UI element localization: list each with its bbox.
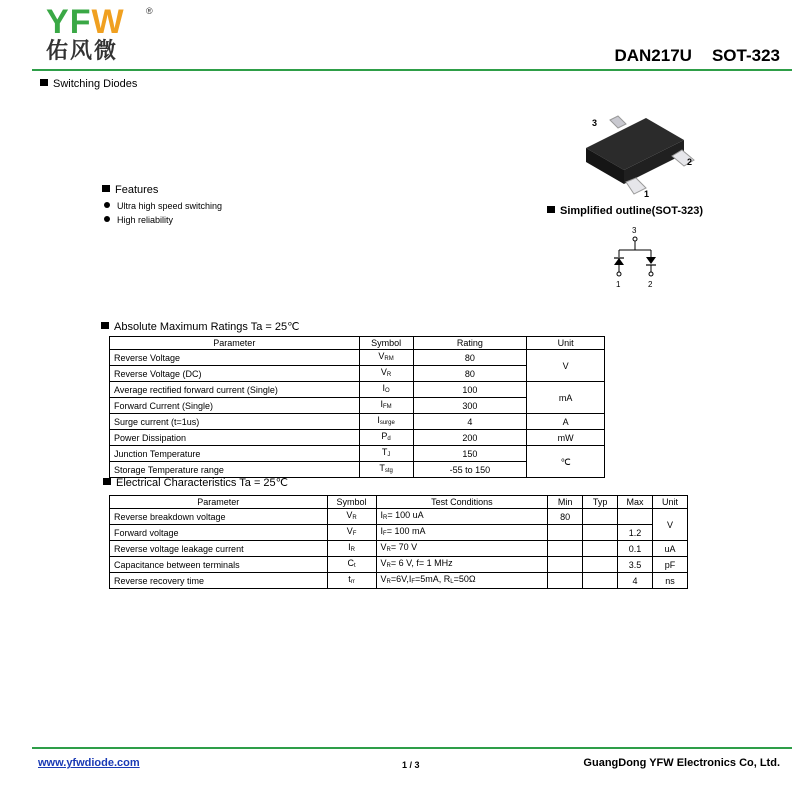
table-row: Reverse breakdown voltage $V_R$ $I_R= 100$ uA 80 V	[110, 509, 688, 525]
package-image	[580, 110, 700, 202]
header-rule	[32, 69, 792, 71]
bullet-dot-icon	[104, 216, 110, 222]
outline-schematic	[604, 224, 664, 292]
bullet-square-icon	[547, 206, 555, 213]
package-name: SOT-323	[711, 46, 780, 65]
footer-rule	[32, 747, 792, 749]
table-row: Average rectified forward current (Single) $I_O$ 100 mA	[110, 382, 605, 398]
logo-letter-f: F	[69, 3, 92, 41]
abs-max-title: Absolute Maximum Ratings Ta = 25℃	[101, 320, 300, 333]
outline-pin-3: 3	[632, 226, 637, 235]
brand-logo	[46, 4, 125, 40]
abs-max-table	[109, 336, 605, 478]
terminal-3-icon	[633, 237, 637, 241]
table-header-row: Parameter Symbol Test Conditions Min Typ Max Unit	[110, 496, 688, 509]
logo-letter-y: Y	[46, 3, 70, 41]
table-row: Capacitance between terminals $C_t$ $V_R= 6$ V, f= 1 MHz 3.5 pF	[110, 557, 688, 573]
pin-3-lead	[610, 116, 626, 128]
table-row: Reverse voltage leakage current $I_R$ $V_R= 70$ V 0.1 uA	[110, 541, 688, 557]
outline-pin-1: 1	[616, 280, 621, 289]
outline-pin-2: 2	[648, 280, 653, 289]
elec-title: Electrical Characteristics Ta = 25℃	[103, 476, 288, 489]
outline-title: Simplified outline(SOT-323)	[547, 205, 703, 217]
table-row: Forward voltage $V_F$ $I_F= 100$ mA 1.2	[110, 525, 688, 541]
table-row: Reverse recovery time $t_{rr}$ $V_R=6V,I_F=5mA$, $R_L=50\Omega$ 4 ns	[110, 573, 688, 589]
pkg-pin-label-2: 2	[687, 157, 693, 167]
feature-item: High reliability	[104, 215, 173, 225]
website-link[interactable]: www.yfwdiode.com	[38, 757, 140, 769]
table-header-row: Parameter Symbol Rating Unit	[110, 337, 605, 350]
terminal-1-icon	[617, 272, 621, 276]
part-number: DAN217U	[614, 46, 692, 65]
bullet-dot-icon	[104, 202, 110, 208]
feature-item: Ultra high speed switching	[104, 201, 222, 211]
table-row: Forward Current (Single) $I_{FM}$ 300	[110, 398, 605, 414]
page-number: 1 / 3	[402, 760, 420, 770]
features-title: Features	[102, 184, 158, 196]
bullet-square-icon	[102, 185, 110, 192]
section-title: Switching Diodes	[40, 78, 137, 90]
logo-chinese-name: 佑风微	[46, 39, 119, 64]
table-row: Reverse Voltage $V_{RM}$ 80 V	[110, 350, 605, 366]
table-row: Storage Temperature range $T_{stg}$ -55 to 150	[110, 462, 605, 478]
company-name: GuangDong YFW Electronics Co, Ltd.	[583, 757, 780, 769]
terminal-2-icon	[649, 272, 653, 276]
table-row: Power Dissipation $P_d$ 200 mW	[110, 430, 605, 446]
table-row: Junction Temperature $T_J$ 150 ℃	[110, 446, 605, 462]
logo-letter-w: W	[91, 3, 125, 41]
bullet-square-icon	[101, 322, 109, 329]
diode-2-icon	[646, 257, 656, 264]
diode-1-icon	[614, 258, 624, 265]
table-row: Surge current (t=1us) $I_{surge}$ 4 A	[110, 414, 605, 430]
registered-mark: ®	[146, 6, 153, 16]
pkg-pin-label-3: 3	[592, 118, 598, 128]
pkg-pin-label-1: 1	[644, 189, 650, 199]
table-row: Reverse Voltage (DC) $V_R$ 80	[110, 366, 605, 382]
elec-table	[109, 495, 688, 589]
pin-1-lead	[626, 178, 646, 194]
part-heading	[614, 46, 780, 66]
bullet-square-icon	[40, 79, 48, 86]
bullet-square-icon	[103, 478, 111, 485]
